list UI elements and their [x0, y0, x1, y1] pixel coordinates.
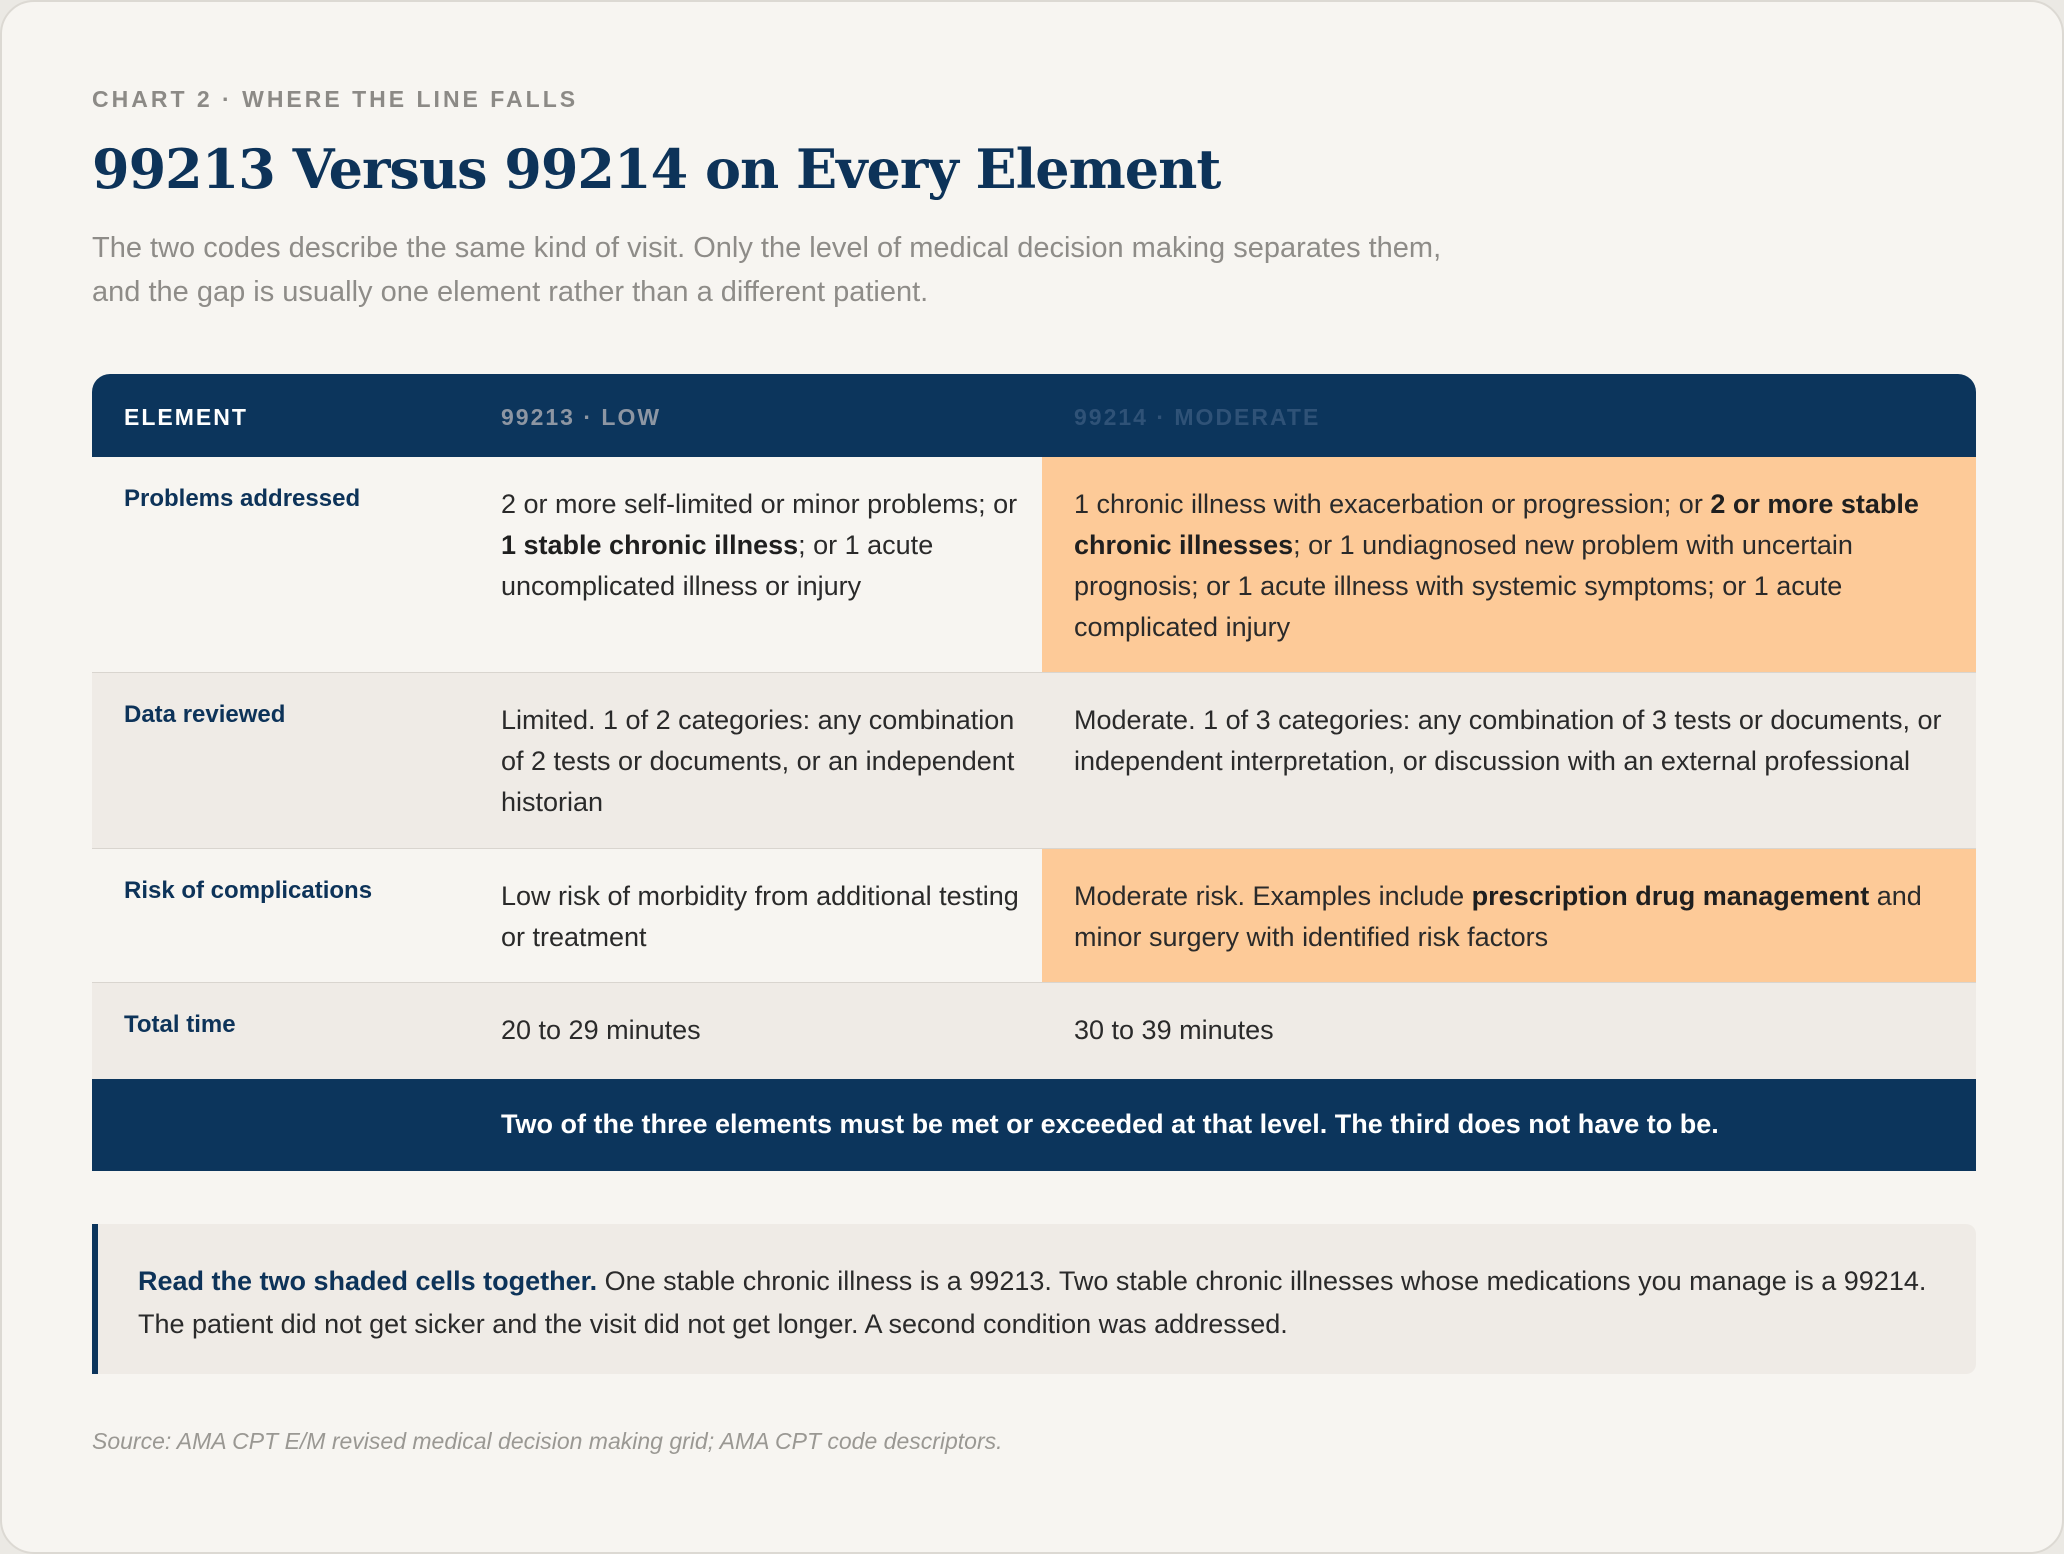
element-cell: Risk of complications	[124, 877, 373, 904]
table-row-data	[92, 673, 1976, 849]
column-header-moderate: 99214 · MODERATE	[1074, 404, 1321, 430]
comparison-table	[92, 374, 1976, 1171]
eyebrow-label: CHART 2 · WHERE THE LINE FALLS	[92, 86, 579, 112]
page-subtitle: The two codes describe the same kind of visit. Only the level of medical decision making separates them, and the gap is usually one element rather than a different patient.	[92, 232, 1442, 308]
table-row-risk	[92, 849, 1976, 983]
table-footer	[92, 1079, 1976, 1171]
moderate-cell-highlighted: 1 chronic illness with exacerbation or progression; or 2 or more stable chronic illnesses; or 1 undiagnosed new problem with uncertain prognosis; or 1 acute illness with systemic symptoms; or 1 acute complicated injury	[1042, 457, 1976, 672]
element-cell: Data reviewed	[124, 701, 286, 728]
page-title: 99213 Versus 99214 on Every Element	[92, 137, 1221, 201]
footer-rule-text: Two of the three elements must be met or exceeded at that level. The third does not have to be.	[501, 1109, 1719, 1139]
source-citation: Source: AMA CPT E/M revised medical decision making grid; AMA CPT code descriptors.	[92, 1428, 1003, 1454]
callout-text: One stable chronic illness is a 99213. Two stable chronic illnesses whose medications you manage is a 99214. The patient did not get sicker and the visit did not get longer. A second condition was addressed.	[138, 1266, 1927, 1339]
column-header-element: ELEMENT	[124, 404, 248, 430]
table-row-time	[92, 983, 1976, 1079]
callout-note	[92, 1224, 1976, 1374]
moderate-cell-highlighted: Moderate risk. Examples include prescription drug management and minor surgery with identified risk factors	[1042, 849, 1976, 982]
column-header-low: 99213 · LOW	[501, 404, 662, 430]
moderate-cell: 30 to 39 minutes	[1074, 1015, 1274, 1045]
low-cell: Limited. 1 of 2 categories: any combination of 2 tests or documents, or an independent historian	[501, 705, 1015, 817]
callout-lead: Read the two shaded cells together.	[138, 1266, 598, 1296]
low-cell: Low risk of morbidity from additional testing or treatment	[501, 881, 1019, 952]
table-row-problems	[92, 457, 1976, 673]
element-cell: Problems addressed	[124, 485, 361, 512]
low-cell: 20 to 29 minutes	[501, 1015, 701, 1045]
table-header	[92, 374, 1976, 457]
moderate-cell: Moderate. 1 of 3 categories: any combination of 3 tests or documents, or independent interpretation, or discussion with an external professional	[1074, 705, 1942, 776]
low-cell: 2 or more self-limited or minor problems; or 1 stable chronic illness; or 1 acute uncomplicated illness or injury	[501, 489, 1018, 601]
element-cell: Total time	[124, 1011, 236, 1038]
